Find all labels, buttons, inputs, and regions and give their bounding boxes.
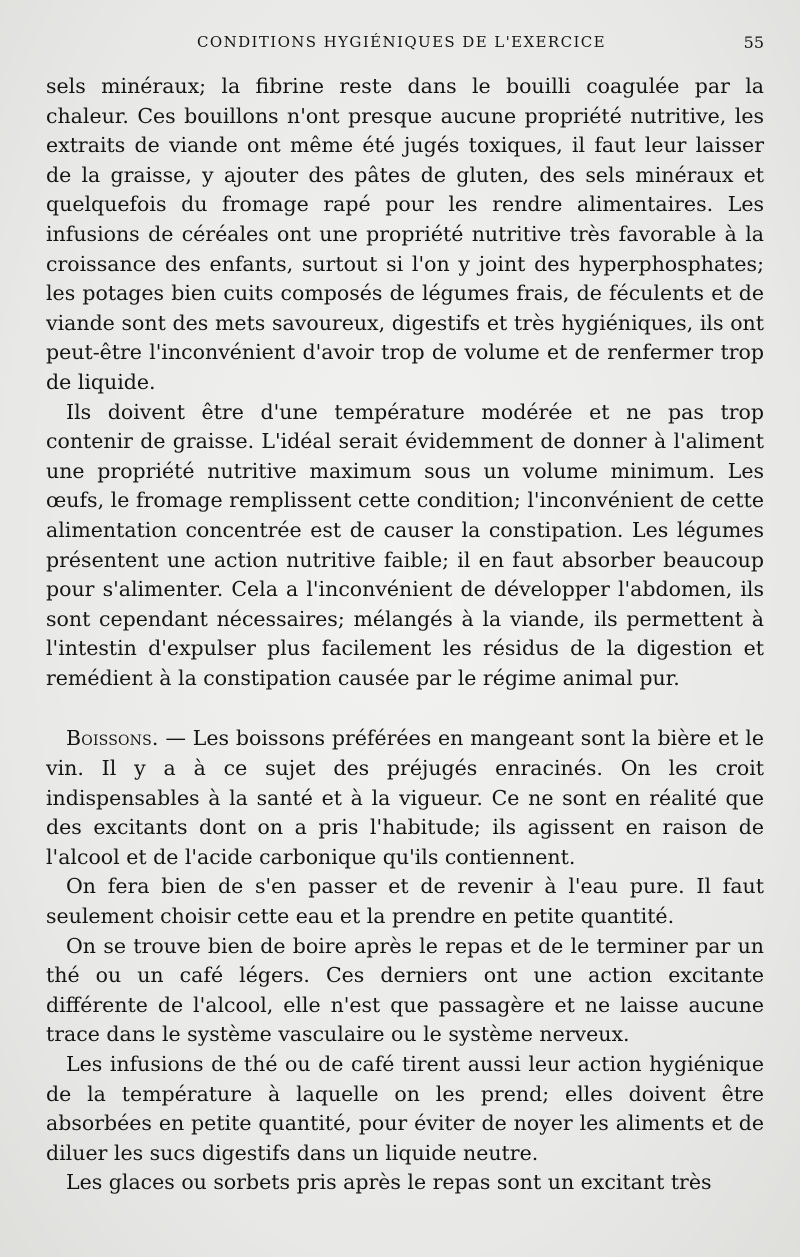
- paragraph-5: On se trouve bien de boire après le repas et de le terminer par un thé ou un café légers. Ces derniers ont une action excitante différente de l'alcool, elle n'est que passagère et ne laisse aucune trace dans le système vasculaire ou le système nerveux.: [46, 933, 764, 1047]
- section-label-boissons: Boissons.: [66, 726, 159, 751]
- paragraph-6: Les infusions de thé ou de café tirent aussi leur action hygiénique de la température à laquelle on les prend; elles doivent être absorbées en petite quantité, pour éviter de noyer les aliments et de diluer les sucs digestifs dans un liquide neutre.: [46, 1052, 764, 1165]
- paragraph-1: sels minéraux; la fibrine reste dans le bouilli coagulée par la chaleur. Ces bouillons n'ont presque aucune propriété nutritive, les extraits de viande ont même été jugés toxiques, il faut leur laisser de la graisse, y ajouter des pâtes de gluten, des sels minéraux et quelquefois du fromage rapé pour les rendre alimentaires. Les infusions de céréales ont une propriété nutritive très favorable à la croissance des enfants, surtout si l'on y joint des hyperphosphates; les potages bien cuits composés de légumes frais, de féculents et de viande sont des mets savoureux, digestifs et très hygiéniques, ils ont peut-être l'inconvénient d'avoir trop de volume et de renfermer trop de liquide.: [46, 74, 764, 394]
- paragraph-4: On fera bien de s'en passer et de revenir à l'eau pure. Il faut seulement choisir cette eau et la prendre en petite quantité.: [46, 874, 764, 929]
- running-title: CONDITIONS HYGIÉNIQUES DE L'EXERCICE: [197, 33, 607, 51]
- paragraph-2: Ils doivent être d'une température modérée et ne pas trop contenir de graisse. L'idéal serait évidemment de donner à l'aliment une propriété nutritive maximum sous un volume minimum. Les œufs, le fromage remplissent cette condition; l'inconvénient de cette alimentation concentrée est de causer la constipation. Les légumes présentent une action nutritive faible; il en faut absorber beaucoup pour s'alimenter. Cela a l'inconvénient de développer l'abdomen, ils sont cependant nécessaires; mélangés à la viande, ils permettent à l'intestin d'expulser plus facilement les résidus de la digestion et remédient à la constipation causée par le régime animal pur.: [46, 399, 764, 690]
- page-number: 55: [743, 33, 764, 52]
- paragraph-boissons-text: — Les boissons préférées en mangeant sont la bière et le vin. Il y a à ce sujet des préjugés enracinés. On les croit indispensables à la santé et à la vigueur. Ce ne sont en réalité que des excitants dont on a pris l'habitude; ils agissent en raison de l'alcool et de l'acide carbonique qu'ils contiennent.: [46, 726, 764, 869]
- section-spacer: [46, 693, 764, 724]
- paragraph-boissons: [46, 724, 764, 872]
- body-text: [46, 72, 764, 1198]
- paragraph-7: Les glaces ou sorbets pris après le repas sont un excitant très: [66, 1170, 712, 1195]
- running-head: [0, 33, 800, 57]
